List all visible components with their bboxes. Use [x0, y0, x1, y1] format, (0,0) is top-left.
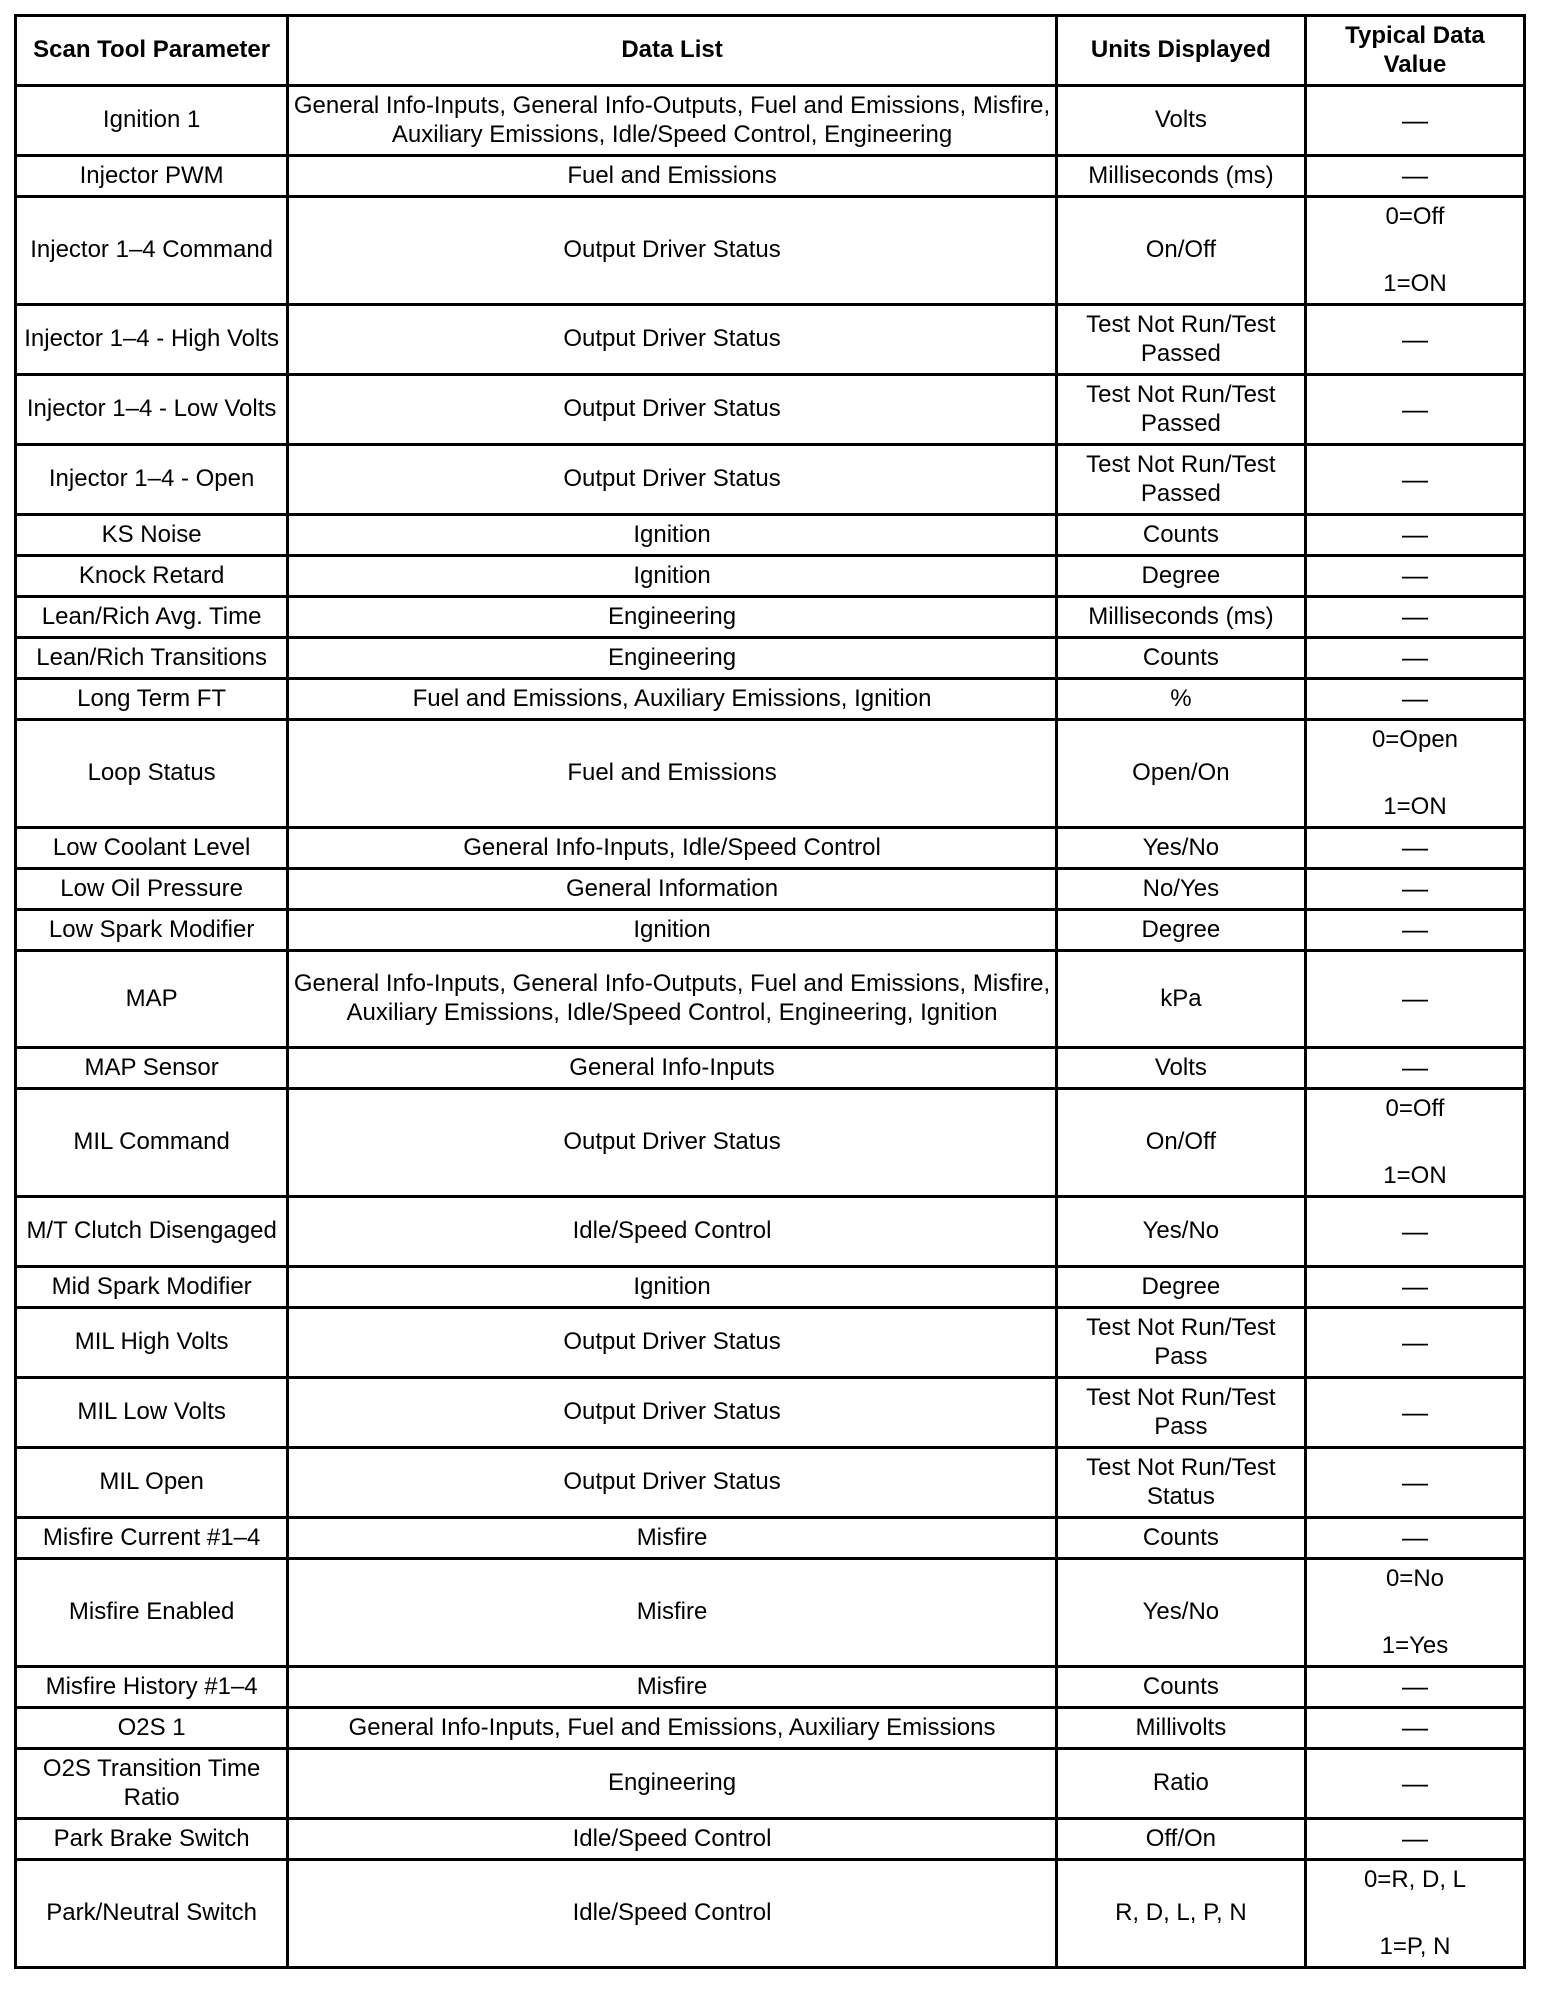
data-list-cell: Ignition [288, 556, 1057, 597]
value-cell: — [1305, 86, 1524, 156]
data-list-cell: Fuel and Emissions, Auxiliary Emissions, Ignition [288, 679, 1057, 720]
table-row [16, 1448, 1525, 1518]
data-list-cell: Output Driver Status [288, 1378, 1057, 1448]
units-cell: R, D, L, P, N [1056, 1860, 1305, 1968]
value-cell: — [1305, 638, 1524, 679]
data-list-cell: Misfire [288, 1518, 1057, 1559]
table-row [16, 951, 1525, 1048]
value-line: 1=P, N [1379, 1932, 1451, 1960]
value-cell: — [1305, 1667, 1524, 1708]
param-cell: Misfire Current #1–4 [16, 1518, 288, 1559]
table-row [16, 375, 1525, 445]
units-cell: Ratio [1056, 1749, 1305, 1819]
param-cell: O2S 1 [16, 1708, 288, 1749]
table-row [16, 515, 1525, 556]
param-cell: Lean/Rich Transitions [16, 638, 288, 679]
value-cell [1305, 1089, 1524, 1197]
param-cell: Ignition 1 [16, 86, 288, 156]
value-cell: — [1305, 1048, 1524, 1089]
data-list-cell: Idle/Speed Control [288, 1197, 1057, 1267]
scan-tool-parameter-table [14, 14, 1526, 1969]
param-cell: Park Brake Switch [16, 1819, 288, 1860]
value-cell [1305, 720, 1524, 828]
value-cell: — [1305, 869, 1524, 910]
value-line: 1=ON [1383, 269, 1447, 297]
units-cell: Degree [1056, 1267, 1305, 1308]
param-cell: Mid Spark Modifier [16, 1267, 288, 1308]
value-cell: — [1305, 1708, 1524, 1749]
table-row [16, 86, 1525, 156]
data-list-cell: Engineering [288, 638, 1057, 679]
table-row [16, 1559, 1525, 1667]
param-cell: Injector 1–4 Command [16, 197, 288, 305]
param-cell: MIL Low Volts [16, 1378, 288, 1448]
data-list-cell: Output Driver Status [288, 1308, 1057, 1378]
units-cell: Test Not Run/Test Passed [1056, 305, 1305, 375]
data-list-cell: General Information [288, 869, 1057, 910]
data-list-cell: Ignition [288, 515, 1057, 556]
data-list-cell: Misfire [288, 1667, 1057, 1708]
table-row [16, 828, 1525, 869]
param-cell: Loop Status [16, 720, 288, 828]
value-cell: — [1305, 445, 1524, 515]
table-row [16, 1378, 1525, 1448]
param-cell: MIL Command [16, 1089, 288, 1197]
header-units-displayed: Units Displayed [1056, 16, 1305, 86]
value-cell: — [1305, 1518, 1524, 1559]
table-row [16, 156, 1525, 197]
units-cell: Test Not Run/Test Passed [1056, 375, 1305, 445]
data-list-cell: Output Driver Status [288, 197, 1057, 305]
data-list-cell: General Info-Inputs [288, 1048, 1057, 1089]
units-cell: Test Not Run/Test Pass [1056, 1308, 1305, 1378]
units-cell: Milliseconds (ms) [1056, 156, 1305, 197]
header-row [16, 16, 1525, 86]
data-list-cell: General Info-Inputs, General Info-Outputs, Fuel and Emissions, Misfire, Auxiliary Emissions, Idle/Speed Control, Engineering [288, 86, 1057, 156]
table-row [16, 1749, 1525, 1819]
table-row [16, 445, 1525, 515]
value-cell [1305, 1860, 1524, 1968]
param-cell: Injector 1–4 - Low Volts [16, 375, 288, 445]
value-cell: — [1305, 1197, 1524, 1267]
units-cell: % [1056, 679, 1305, 720]
data-list-cell: Fuel and Emissions [288, 156, 1057, 197]
units-cell: Yes/No [1056, 1559, 1305, 1667]
data-list-cell: Idle/Speed Control [288, 1860, 1057, 1968]
units-cell: Test Not Run/Test Status [1056, 1448, 1305, 1518]
value-cell: — [1305, 951, 1524, 1048]
value-cell: — [1305, 156, 1524, 197]
param-cell: Low Coolant Level [16, 828, 288, 869]
value-line: 1=ON [1383, 792, 1447, 820]
data-list-cell: Fuel and Emissions [288, 720, 1057, 828]
data-list-cell: Engineering [288, 1749, 1057, 1819]
units-cell: Volts [1056, 86, 1305, 156]
value-cell: — [1305, 1819, 1524, 1860]
table-row [16, 556, 1525, 597]
value-cell: — [1305, 1749, 1524, 1819]
param-cell: Misfire History #1–4 [16, 1667, 288, 1708]
param-cell: Knock Retard [16, 556, 288, 597]
value-cell: — [1305, 1378, 1524, 1448]
value-cell: — [1305, 597, 1524, 638]
table-row [16, 305, 1525, 375]
units-cell: Volts [1056, 1048, 1305, 1089]
data-list-cell: Output Driver Status [288, 1448, 1057, 1518]
table-row [16, 910, 1525, 951]
value-cell: — [1305, 679, 1524, 720]
table-row [16, 638, 1525, 679]
value-line: 0=Off [1385, 1094, 1445, 1122]
units-cell: Test Not Run/Test Pass [1056, 1378, 1305, 1448]
param-cell: Lean/Rich Avg. Time [16, 597, 288, 638]
units-cell: Degree [1056, 910, 1305, 951]
data-list-cell: Output Driver Status [288, 445, 1057, 515]
data-list-cell: Misfire [288, 1559, 1057, 1667]
units-cell: Yes/No [1056, 828, 1305, 869]
data-list-cell: Idle/Speed Control [288, 1819, 1057, 1860]
units-cell: Counts [1056, 1667, 1305, 1708]
param-cell: MIL Open [16, 1448, 288, 1518]
value-cell: — [1305, 375, 1524, 445]
units-cell: Millivolts [1056, 1708, 1305, 1749]
value-line: 0=Open [1371, 725, 1459, 753]
table-row [16, 869, 1525, 910]
param-cell: Misfire Enabled [16, 1559, 288, 1667]
table-row [16, 1308, 1525, 1378]
units-cell: No/Yes [1056, 869, 1305, 910]
table-row [16, 1267, 1525, 1308]
param-cell: MAP [16, 951, 288, 1048]
value-line: 0=R, D, L [1363, 1865, 1466, 1893]
data-list-cell: Ignition [288, 1267, 1057, 1308]
table-row [16, 1819, 1525, 1860]
param-cell: MAP Sensor [16, 1048, 288, 1089]
value-cell: — [1305, 1448, 1524, 1518]
header-data-list: Data List [288, 16, 1057, 86]
data-list-cell: General Info-Inputs, Idle/Speed Control [288, 828, 1057, 869]
data-list-cell: Engineering [288, 597, 1057, 638]
units-cell: Counts [1056, 515, 1305, 556]
table-row [16, 1518, 1525, 1559]
table-row [16, 1667, 1525, 1708]
param-cell: Injector 1–4 - Open [16, 445, 288, 515]
data-list-cell: Output Driver Status [288, 1089, 1057, 1197]
value-line: 0=No [1385, 1564, 1444, 1592]
header-typical-data-value: Typical Data Value [1305, 16, 1524, 86]
table-row [16, 1089, 1525, 1197]
data-list-cell: Output Driver Status [288, 305, 1057, 375]
data-list-cell: General Info-Inputs, General Info-Outputs, Fuel and Emissions, Misfire, Auxiliary Emissions, Idle/Speed Control, Engineering, Ignition [288, 951, 1057, 1048]
value-cell: — [1305, 515, 1524, 556]
table-row [16, 1708, 1525, 1749]
table-row [16, 597, 1525, 638]
value-cell: — [1305, 305, 1524, 375]
param-cell: Park/Neutral Switch [16, 1860, 288, 1968]
table-row [16, 679, 1525, 720]
value-cell: — [1305, 1308, 1524, 1378]
table-row [16, 1860, 1525, 1968]
table-row [16, 1048, 1525, 1089]
value-line: 1=Yes [1381, 1631, 1449, 1659]
units-cell: Test Not Run/Test Passed [1056, 445, 1305, 515]
units-cell: Counts [1056, 638, 1305, 679]
units-cell: Counts [1056, 1518, 1305, 1559]
units-cell: Open/On [1056, 720, 1305, 828]
value-cell [1305, 1559, 1524, 1667]
param-cell: Injector PWM [16, 156, 288, 197]
param-cell: Injector 1–4 - High Volts [16, 305, 288, 375]
param-cell: Low Oil Pressure [16, 869, 288, 910]
value-cell: — [1305, 1267, 1524, 1308]
units-cell: Degree [1056, 556, 1305, 597]
value-cell: — [1305, 828, 1524, 869]
units-cell: On/Off [1056, 197, 1305, 305]
value-line: 0=Off [1385, 202, 1445, 230]
param-cell: KS Noise [16, 515, 288, 556]
units-cell: Milliseconds (ms) [1056, 597, 1305, 638]
param-cell: Long Term FT [16, 679, 288, 720]
units-cell: kPa [1056, 951, 1305, 1048]
value-cell: — [1305, 556, 1524, 597]
data-list-cell: General Info-Inputs, Fuel and Emissions, Auxiliary Emissions [288, 1708, 1057, 1749]
param-cell: O2S Transition Time Ratio [16, 1749, 288, 1819]
param-cell: MIL High Volts [16, 1308, 288, 1378]
data-list-cell: Ignition [288, 910, 1057, 951]
data-list-cell: Output Driver Status [288, 375, 1057, 445]
table-row [16, 720, 1525, 828]
value-line: 1=ON [1383, 1161, 1447, 1189]
units-cell: Yes/No [1056, 1197, 1305, 1267]
table-row [16, 197, 1525, 305]
header-scan-tool-parameter: Scan Tool Parameter [16, 16, 288, 86]
table-row [16, 1197, 1525, 1267]
value-cell [1305, 197, 1524, 305]
units-cell: On/Off [1056, 1089, 1305, 1197]
value-cell: — [1305, 910, 1524, 951]
units-cell: Off/On [1056, 1819, 1305, 1860]
param-cell: Low Spark Modifier [16, 910, 288, 951]
param-cell: M/T Clutch Disengaged [16, 1197, 288, 1267]
